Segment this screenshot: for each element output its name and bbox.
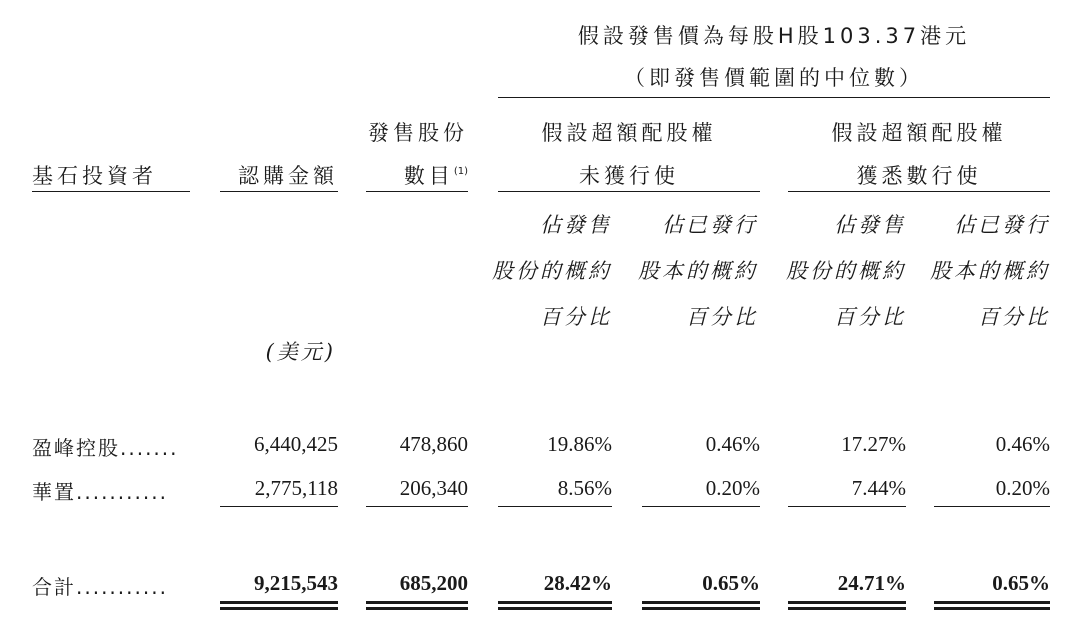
table-main-title: 假設發售價為每股H股103.37港元 [577, 24, 971, 48]
subheader-line: 股份的概約 [786, 259, 906, 283]
subheader-line: 佔發售 [834, 213, 906, 237]
header-shares-underline [366, 191, 468, 192]
subheader-ne-issued-pct [620, 202, 758, 340]
group-fully-exercised-underline [788, 191, 1050, 192]
row-amount: 6,440,425 [254, 432, 338, 456]
row-ne-issued-pct: 0.46% [705, 432, 760, 456]
row-name: 盈峰控股....... [32, 436, 179, 460]
row-ne-issued-pct: 0.20% [705, 476, 760, 500]
total-shares: 685,200 [399, 571, 468, 595]
row-amount: 2,775,118 [254, 476, 338, 500]
footnote-ref: (1) [453, 166, 468, 177]
total-ne-offer-pct: 28.42% [543, 571, 612, 595]
subheader-line: 股本的概約 [930, 259, 1050, 283]
subheader-line: 佔已發行 [662, 213, 758, 237]
row-fe-offer-pct: 7.44% [851, 476, 906, 500]
subheader-line: 股份的概約 [492, 259, 612, 283]
total-double-underline [642, 601, 760, 610]
total-fe-offer-pct: 24.71% [837, 571, 906, 595]
row-fe-issued-pct: 0.46% [995, 432, 1050, 456]
title-underline [498, 97, 1050, 98]
subheader-fe-offer-pct [772, 202, 906, 340]
subheader-line: 百分比 [540, 305, 612, 329]
subheader-ne-offer-pct [480, 202, 612, 340]
row-fe-offer-pct: 17.27% [841, 432, 906, 456]
subheader-line: 股本的概約 [638, 259, 758, 283]
group-fully-exercised-line1: 假設超額配股權 [831, 121, 1007, 145]
subtotal-underline [366, 506, 468, 507]
subheader-fe-issued-pct [912, 202, 1050, 340]
row-ne-offer-pct: 19.86% [547, 432, 612, 456]
row-shares: 206,340 [399, 476, 468, 500]
unit-label: (美元) [265, 340, 336, 364]
table-sub-title: （即發售價範圍的中位數） [624, 66, 924, 90]
subtotal-underline [788, 506, 906, 507]
group-not-exercised-line1: 假設超額配股權 [541, 121, 717, 145]
row-ne-offer-pct: 8.56% [557, 476, 612, 500]
subheader-line: 百分比 [834, 305, 906, 329]
subtotal-underline [498, 506, 612, 507]
total-name: 合計........... [32, 575, 168, 599]
subtotal-underline [220, 506, 338, 507]
header-investor-underline [32, 191, 190, 192]
row-name: 華置........... [32, 480, 168, 504]
total-ne-issued-pct: 0.65% [702, 571, 760, 595]
header-investor: 基石投資者 [32, 164, 157, 188]
header-shares-line2 [366, 160, 468, 190]
total-double-underline [934, 601, 1050, 610]
total-double-underline [788, 601, 906, 610]
row-shares: 478,860 [399, 432, 468, 456]
group-not-exercised-line2: 未獲行使 [579, 164, 679, 188]
header-amount-underline [220, 191, 338, 192]
row-fe-issued-pct: 0.20% [995, 476, 1050, 500]
total-double-underline [220, 601, 338, 610]
subheader-line: 百分比 [686, 305, 758, 329]
total-double-underline [366, 601, 468, 610]
subtotal-underline [642, 506, 760, 507]
group-fully-exercised-line2: 獲悉數行使 [856, 164, 982, 188]
header-shares-label: 數目 [403, 164, 454, 188]
subheader-line: 佔發售 [540, 213, 612, 237]
header-shares-line1: 發售股份 [368, 121, 468, 145]
total-double-underline [498, 601, 612, 610]
subheader-line: 百分比 [978, 305, 1050, 329]
group-not-exercised-underline [498, 191, 760, 192]
total-amount: 9,215,543 [254, 571, 338, 595]
header-amount: 認購金額 [238, 164, 338, 188]
subtotal-underline [934, 506, 1050, 507]
subheader-line: 佔已發行 [954, 213, 1050, 237]
total-fe-issued-pct: 0.65% [992, 571, 1050, 595]
